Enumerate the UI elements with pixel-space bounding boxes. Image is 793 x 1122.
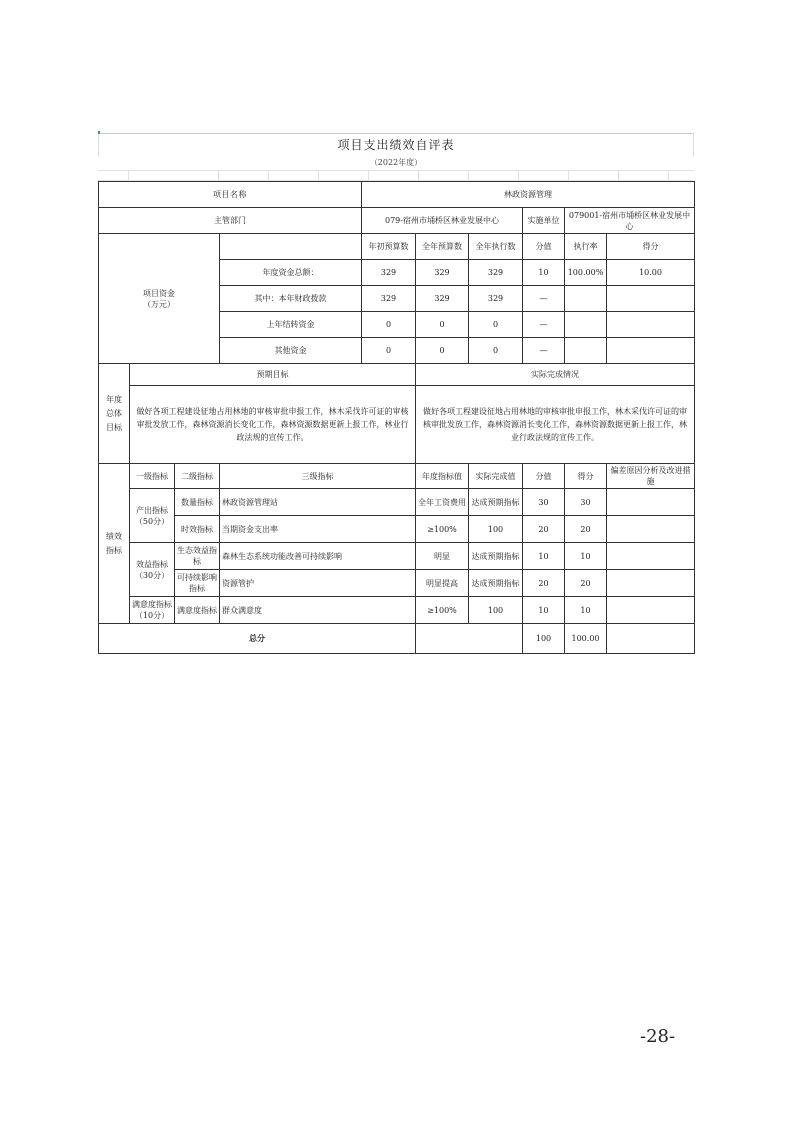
ind-level2: 生态效益指标 <box>175 543 220 570</box>
funds-got <box>607 338 695 364</box>
ind-level3: 资源管护 <box>220 570 416 597</box>
funds-row-name: 其他资金 <box>220 338 362 364</box>
ind-actual: 达成预期指标 <box>469 570 523 597</box>
funds-initial: 0 <box>362 338 416 364</box>
ind-note <box>607 543 695 570</box>
funds-header-annual: 全年预算数 <box>416 234 469 260</box>
funds-score: — <box>523 338 565 364</box>
funds-got <box>607 312 695 338</box>
funds-annual: 0 <box>416 338 469 364</box>
ind-header-got: 得分 <box>565 464 607 489</box>
ind-header-actual: 实际完成值 <box>469 464 523 489</box>
ind-got: 20 <box>565 516 607 543</box>
ind-header-level1: 一级指标 <box>130 464 175 489</box>
ind-target: ≥100% <box>416 597 469 624</box>
funds-header-blank <box>220 234 362 260</box>
funds-score: 10 <box>523 260 565 286</box>
funds-got <box>607 286 695 312</box>
indicator-row <box>99 489 695 516</box>
ind-level3: 森林生态系统功能改善可持续影响 <box>220 543 416 570</box>
indicator-row <box>99 516 695 543</box>
funds-row-name: 年度资金总额： <box>220 260 362 286</box>
impl-value: 079001-宿州市埇桥区林业发展中心 <box>565 208 695 234</box>
goals-actual-header: 实际完成情况 <box>416 364 695 386</box>
funds-row-name: 其中：本年财政拨款 <box>220 286 362 312</box>
indicator-row <box>99 543 695 570</box>
ind-header-score: 分值 <box>523 464 565 489</box>
ind-note <box>607 489 695 516</box>
cell-marker <box>98 131 100 134</box>
funds-executed: 0 <box>469 338 523 364</box>
spreadsheet-gridlines <box>98 170 694 181</box>
total-note <box>607 624 695 654</box>
ind-got: 10 <box>565 543 607 570</box>
funds-label: 项目资金 （万元） <box>99 234 220 364</box>
ind-actual: 100 <box>469 516 523 543</box>
funds-initial: 329 <box>362 286 416 312</box>
indicators-label: 绩效指标 <box>99 464 130 624</box>
ind-note <box>607 570 695 597</box>
funds-executed: 0 <box>469 312 523 338</box>
ind-group-benefit: 效益指标 （30分） <box>130 543 175 597</box>
ind-level2: 可持续影响指标 <box>175 570 220 597</box>
funds-rate <box>565 338 607 364</box>
funds-annual: 0 <box>416 312 469 338</box>
ind-target: 明显 <box>416 543 469 570</box>
ind-header-target: 年度指标值 <box>416 464 469 489</box>
goals-expected-header: 预期目标 <box>130 364 416 386</box>
evaluation-table <box>98 181 695 654</box>
funds-got: 10.00 <box>607 260 695 286</box>
ind-got: 30 <box>565 489 607 516</box>
performance-evaluation-sheet <box>98 133 694 654</box>
total-got: 100.00 <box>565 624 607 654</box>
ind-level2: 数量指标 <box>175 489 220 516</box>
ind-score: 20 <box>523 570 565 597</box>
funds-header-rate: 执行率 <box>565 234 607 260</box>
goals-expected-text: 做好各项工程建设征地占用林地的审核审批申报工作，林木采伐许可证的审核审批发放工作，森林资源消长变化工作，森林资源数据更新上报工作，林业行政法规的宣传工作。 <box>130 386 416 464</box>
ind-level3: 群众满意度 <box>220 597 416 624</box>
ind-target: 明显提高 <box>416 570 469 597</box>
funds-header-initial: 年初预算数 <box>362 234 416 260</box>
funds-header-got: 得分 <box>607 234 695 260</box>
dept-label: 主管部门 <box>99 208 362 234</box>
ind-group-satisfaction: 满意度指标（10分） <box>130 597 175 624</box>
impl-label: 实施单位 <box>523 208 565 234</box>
ind-header-note: 偏差原因分析及改进措施 <box>607 464 695 489</box>
ind-note <box>607 516 695 543</box>
funds-header-executed: 全年执行数 <box>469 234 523 260</box>
funds-executed: 329 <box>469 260 523 286</box>
ind-got: 20 <box>565 570 607 597</box>
indicator-row <box>99 570 695 597</box>
funds-header-score: 分值 <box>523 234 565 260</box>
ind-target: 全年工资费用 <box>416 489 469 516</box>
ind-level2: 时效指标 <box>175 516 220 543</box>
sheet-year: （2022年度） <box>369 158 423 167</box>
project-name-value: 林政资源管理 <box>362 182 695 208</box>
funds-rate: 100.00% <box>565 260 607 286</box>
page-number: -28- <box>640 1026 676 1047</box>
ind-actual: 100 <box>469 597 523 624</box>
funds-rate <box>565 286 607 312</box>
ind-score: 10 <box>523 597 565 624</box>
funds-annual: 329 <box>416 260 469 286</box>
ind-note <box>607 597 695 624</box>
ind-level3: 林政资源管理站 <box>220 489 416 516</box>
funds-annual: 329 <box>416 286 469 312</box>
funds-rate <box>565 312 607 338</box>
funds-score: — <box>523 312 565 338</box>
sheet-title: 项目支出绩效自评表 <box>98 133 694 156</box>
dept-value: 079-宿州市埇桥区林业发展中心 <box>362 208 523 234</box>
ind-header-level3: 三级指标 <box>220 464 416 489</box>
ind-got: 10 <box>565 597 607 624</box>
ind-actual: 达成预期指标 <box>469 543 523 570</box>
ind-group-output: 产出指标 （50分） <box>130 489 175 543</box>
funds-score: — <box>523 286 565 312</box>
goals-label: 年度总体目标 <box>99 364 130 464</box>
ind-header-level2: 二级指标 <box>175 464 220 489</box>
funds-row-name: 上年结转资金 <box>220 312 362 338</box>
ind-level3: 当期资金支出率 <box>220 516 416 543</box>
ind-actual: 达成预期指标 <box>469 489 523 516</box>
indicator-row <box>99 597 695 624</box>
funds-initial: 329 <box>362 260 416 286</box>
funds-executed: 329 <box>469 286 523 312</box>
funds-initial: 0 <box>362 312 416 338</box>
total-score: 100 <box>523 624 565 654</box>
project-name-label: 项目名称 <box>99 182 362 208</box>
ind-level2: 满意度指标 <box>175 597 220 624</box>
goals-actual-text: 做好各项工程建设征地占用林地的审核审批申报工作，林木采伐许可证的审核审批发放工作，森林资源消长变化工作，森林资源数据更新上报工作，林业行政法规的宣传工作。 <box>416 386 695 464</box>
ind-score: 10 <box>523 543 565 570</box>
ind-target: ≥100% <box>416 516 469 543</box>
ind-score: 20 <box>523 516 565 543</box>
total-blank <box>416 624 523 654</box>
total-label: 总分 <box>99 624 416 654</box>
ind-score: 30 <box>523 489 565 516</box>
